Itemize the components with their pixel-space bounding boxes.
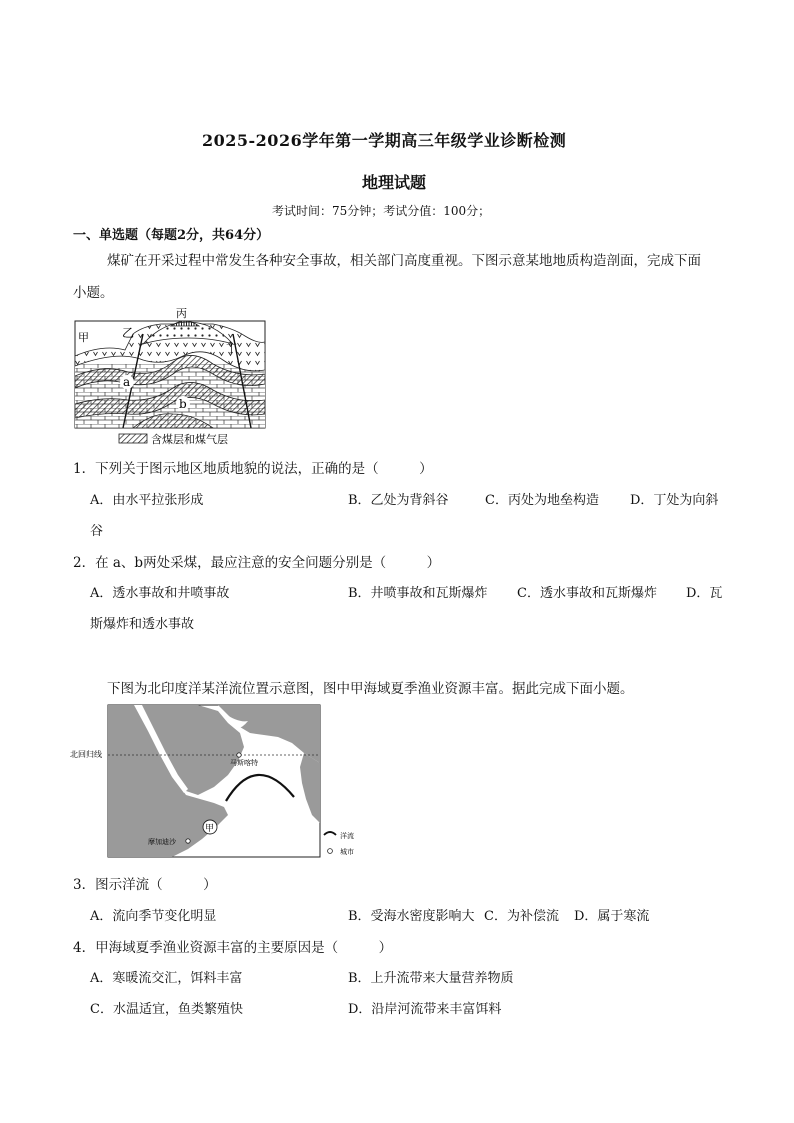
label-b: b	[179, 397, 187, 411]
exam-info: 考试时间：75分钟；考试分值：100分；	[272, 204, 491, 218]
q1-stem: 1．下列关于图示地区地质地貌的说法，正确的是（ ）	[73, 461, 433, 477]
ocean-current-map	[68, 703, 364, 859]
q4-stem: 4．甲海域夏季渔业资源丰富的主要原因是（ ）	[73, 940, 393, 956]
legend-coal-swatch	[119, 434, 147, 443]
city-muscat-label: 马斯喀特	[230, 759, 258, 767]
q1-option-a[interactable]: A．由水平拉张形成	[90, 493, 204, 508]
q4-option-a[interactable]: A．寒暖流交汇，饵料丰富	[90, 971, 243, 986]
label-a: a	[123, 375, 131, 389]
q2-option-a[interactable]: A．透水事故和井喷事故	[90, 586, 230, 601]
q4-option-b[interactable]: B．上升流带来大量营养物质	[348, 971, 514, 986]
q2-option-d[interactable]: D．瓦	[686, 586, 723, 601]
city-muscat-marker	[237, 753, 241, 757]
q1-option-b[interactable]: B．乙处为背斜谷	[348, 493, 449, 508]
q3-option-a[interactable]: A．流向季节变化明显	[90, 909, 217, 924]
q1-option-c[interactable]: C．丙处为地垒构造	[485, 493, 599, 508]
legend-current-label: 洋流	[340, 832, 354, 840]
q4-option-c[interactable]: C．水温适宜，鱼类繁殖快	[90, 1002, 243, 1017]
q1-option-d-cont: 谷	[90, 524, 104, 539]
section-heading: 一、单选题（每题2分，共64分）	[73, 228, 270, 243]
q2-option-d-cont: 斯爆炸和透水事故	[90, 617, 195, 632]
group1-intro-line1: 煤矿在开采过程中常发生各种安全事故，相关部门高度重视。下图示意某地地质构造剖面，完成下面	[107, 253, 701, 269]
group2-intro: 下图为北印度洋某洋流位置示意图，图中甲海域夏季渔业资源丰富。据此完成下面小题。	[107, 681, 634, 697]
q2-option-b[interactable]: B．井喷事故和瓦斯爆炸	[348, 586, 488, 601]
sea-area-jia-label: 甲	[205, 824, 215, 834]
subject-title: 地理试题	[362, 173, 427, 192]
legend-current-symbol	[324, 832, 336, 835]
label-jia: 甲	[78, 331, 89, 344]
legend-city-label: 城市	[340, 848, 354, 856]
tropic-label: 北回归线	[70, 750, 102, 759]
q3-option-b[interactable]: B．受海水密度影响大	[348, 909, 475, 924]
q1-option-d[interactable]: D．丁处为向斜	[630, 493, 719, 508]
geology-diagram	[73, 304, 269, 449]
q3-option-d[interactable]: D．属于寒流	[574, 909, 650, 924]
legend-city-symbol	[328, 849, 333, 854]
legend-coal-label: 含煤层和煤气层	[151, 433, 228, 446]
exam-title: 2025-2026学年第一学期高三年级学业诊断检测	[202, 131, 567, 150]
label-bing: 丙	[176, 307, 187, 320]
q2-stem: 2．在 a、b两处采煤，最应注意的安全问题分别是（ ）	[73, 555, 441, 571]
city-mogadishu-marker	[186, 839, 190, 843]
geology-cross-section-figure	[73, 304, 269, 449]
q4-option-d[interactable]: D．沿岸河流带来丰富饵料	[348, 1002, 502, 1017]
city-mogadishu-label: 摩加迪沙	[148, 838, 176, 846]
label-yi: 乙	[122, 326, 135, 340]
label-ding: 丁	[226, 342, 237, 355]
q3-stem: 3．图示洋流（ ）	[73, 877, 217, 893]
group1-intro-line2: 小题。	[73, 285, 114, 301]
indian-ocean-map	[68, 703, 364, 859]
q2-option-c[interactable]: C．透水事故和瓦斯爆炸	[517, 586, 657, 601]
q3-option-c[interactable]: C．为补偿流	[484, 909, 559, 924]
